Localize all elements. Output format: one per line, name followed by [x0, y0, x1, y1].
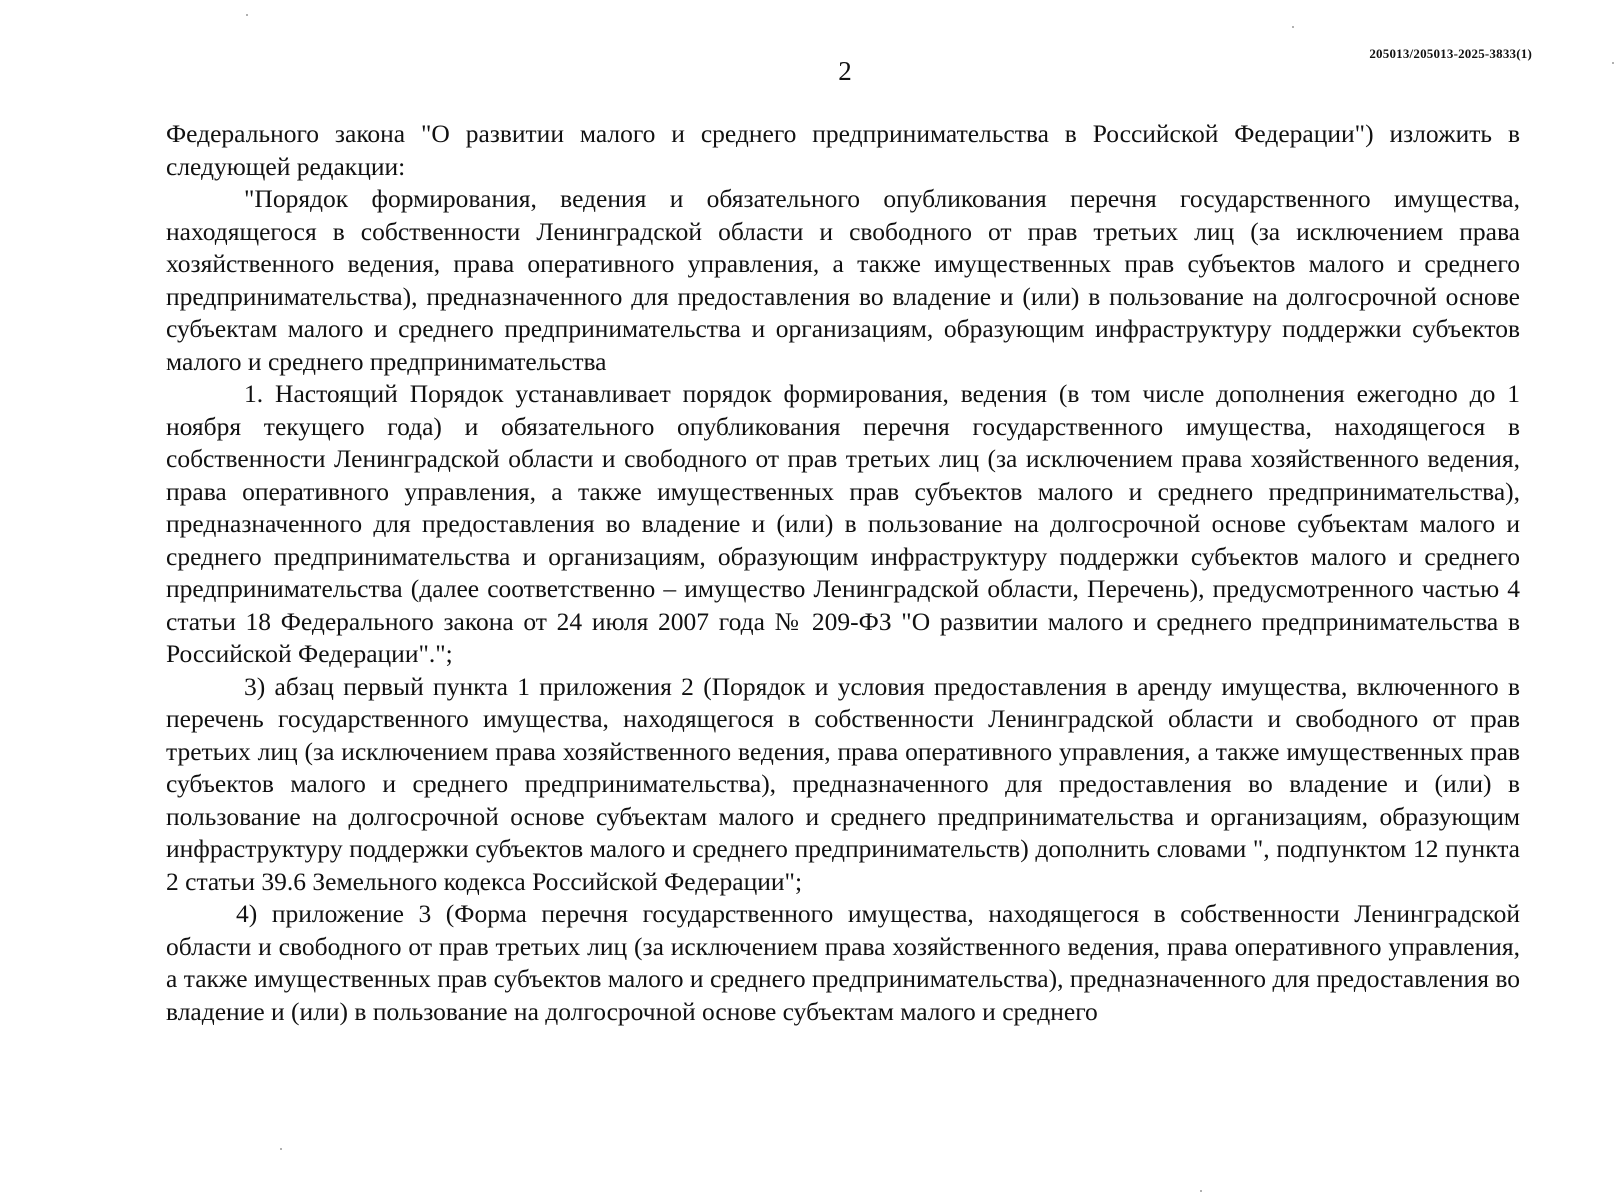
scan-speck [1292, 26, 1294, 28]
page-number: 2 [838, 56, 852, 86]
paragraph-continuation: Федерального закона "О развитии малого и среднего предпринимательства в Российской Федерации") изложить в следующей редакции: [166, 119, 1520, 181]
scan-speck [1200, 1190, 1202, 1192]
scan-speck [280, 1148, 282, 1150]
scan-speck [246, 14, 248, 16]
document-body [166, 118, 1520, 1028]
paragraph-order-title: "Порядок формирования, ведения и обязательного опубликования перечня государственного имущества, находящегося в собственности Ленинградской области и свободного от прав третьих лиц (за исключением права хозяйственного ведения, права оперативного управления, а также имущественных прав субъектов малого и среднего предпринимательства), предназначенного для предоставления во владение и (или) в пользование на долгосрочной основе субъектам малого и среднего предпринимательства и организациям, образующим инфраструктуру поддержки субъектов малого и среднего предпринимательства [166, 184, 1520, 376]
scan-speck [1612, 62, 1614, 64]
document-registration-number: 205013/205013-2025-3833(1) [1369, 46, 1532, 61]
paragraph-item-4: 4) приложение 3 (Форма перечня государственного имущества, находящегося в собственности Ленинградской области и свободного от прав третьих лиц (за исключением права хозяйственного ведения, права оперативного управления, а также имущественных прав субъектов малого и среднего предпринимательства), предназначенного для предоставления во владение и (или) в пользование на долгосрочной основе субъектам малого и среднего [166, 899, 1520, 1026]
paragraph-item-1: 1. Настоящий Порядок устанавливает порядок формирования, ведения (в том числе дополнения ежегодно до 1 ноября текущего года) и обязательного опубликования перечня государственного имущества, находящегося в собственности Ленинградской области и свободного от прав третьих лиц (за исключением права хозяйственного ведения, права оперативного управления, а также имущественных прав субъектов малого и среднего предпринимательства), предназначенного для предоставления во владение и (или) в пользование на долгосрочной основе субъектам малого и среднего предпринимательства и организациям, образующим инфраструктуру поддержки субъектов малого и среднего предпринимательства (далее соответственно – имущество Ленинградской области, Перечень), предусмотренного частью 4 статьи 18 Федерального закона от 24 июля 2007 года № 209-ФЗ "О развитии малого и среднего предпринимательства в Российской Федерации"."; [166, 379, 1520, 668]
paragraph-item-3: 3) абзац первый пункта 1 приложения 2 (Порядок и условия предоставления в аренду имущества, включенного в перечень государственного имущества, находящегося в собственности Ленинградской области и свободного от прав третьих лиц (за исключением права хозяйственного ведения, права оперативного управления, а также имущественных прав субъектов малого и среднего предпринимательства), предназначенного для предоставления во владение и (или) в пользование на долгосрочной основе субъектам малого и среднего предпринимательства и организациям, образующим инфраструктуру поддержки субъектов малого и среднего предпринимательств) дополнить словами ", подпунктом 12 пункта 2 статьи 39.6 Земельного кодекса Российской Федерации"; [166, 671, 1520, 896]
